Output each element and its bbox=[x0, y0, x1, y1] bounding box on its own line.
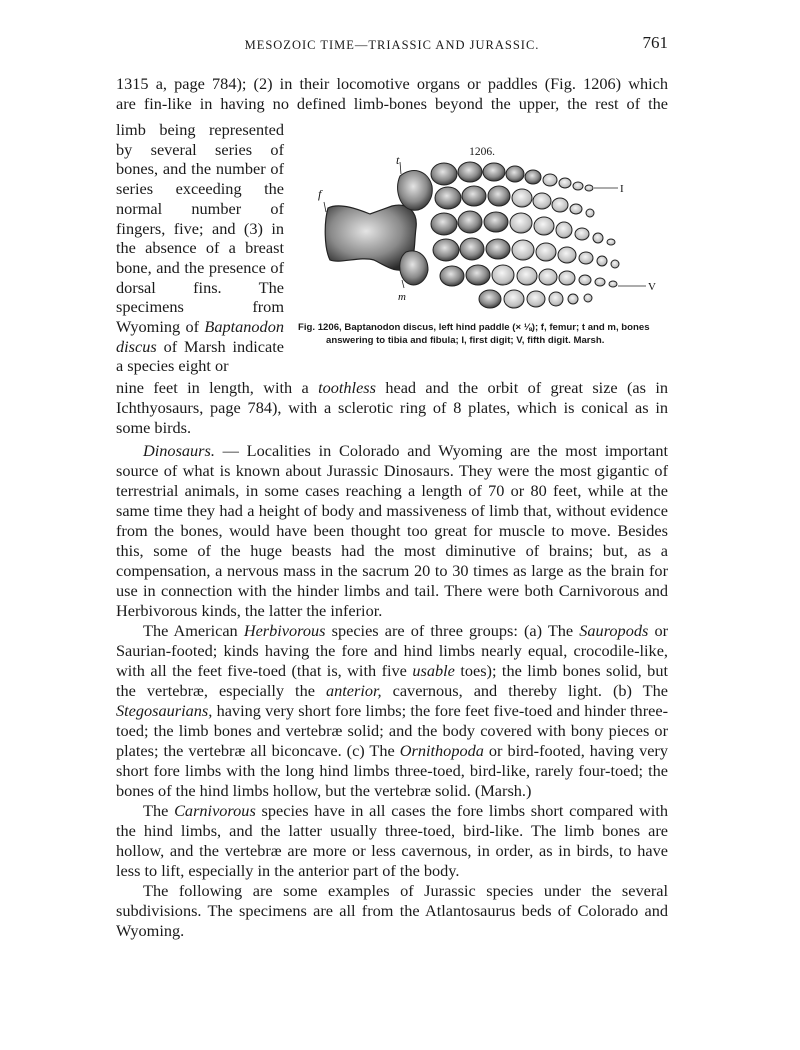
figure-number: 1206. bbox=[469, 146, 495, 158]
herbivorous-text-1: The American bbox=[143, 621, 238, 640]
fibula-label: m bbox=[398, 291, 406, 303]
stegosaurians-term: Stegosaurians, bbox=[116, 701, 213, 720]
femur-label: f bbox=[318, 187, 322, 201]
intro-wrap-column bbox=[116, 120, 284, 376]
dinosaurs-heading: Dinosaurs. bbox=[143, 441, 215, 460]
paddle-illustration bbox=[300, 156, 672, 316]
closing-paragraph bbox=[116, 881, 668, 941]
herbivorous-term: Herbivorous bbox=[243, 621, 326, 640]
dinosaurs-paragraph bbox=[116, 441, 668, 621]
carnivorous-text-1: The bbox=[143, 801, 169, 820]
intro-top-lines bbox=[116, 74, 668, 114]
herbivorous-text-4: toes); the limb bones solid, but the vertebræ, especially the bbox=[116, 661, 668, 700]
dinosaurs-text: — Localities in Colorado and Wyoming are the most important source of what is known about Jurassic Dinosaurs. They were the most gigantic of terrestrial animals, in some cases reaching a length of 70 or 80 feet, while at the same time they had a height of body and massiveness of limb that, without evidence from the bones, would have been thought too great for muscle to move. Besides this, some of the huge beasts had the most diminutive of brains; but, as a compensation, a nervous mass in the sacrum 20 to 30 times as large as the brain for use in connection with the hinder limbs and tail. There were both Carnivorous and Herbivorous kinds, the latter the inferior. bbox=[116, 441, 669, 620]
intro-continuation-a: nine feet in length, with a bbox=[116, 378, 309, 397]
fibula-bone bbox=[400, 251, 428, 285]
carnivorous-paragraph bbox=[116, 801, 668, 881]
intro-line-2: are fin-like in having no defined limb-bones beyond the upper, the rest of the bbox=[116, 94, 668, 113]
tibia-label: t bbox=[396, 156, 400, 167]
species-name: Baptanodon discus bbox=[116, 317, 284, 356]
intro-wrap-end: of Marsh indicate a species eight or bbox=[116, 336, 284, 376]
intro-continuation bbox=[116, 378, 668, 438]
fifth-digit-label: V bbox=[648, 281, 656, 293]
intro-line-1: 1315 a, page 784); (2) in their locomotive organs or paddles (Fig. 1206) which bbox=[116, 74, 668, 93]
carnivorous-text-2: species have in all cases the fore limbs short compared with the hind limbs, and the latter usually three-toed, bird-like. The limb bones are hollow, and the vertebræ are more or less cavernous, in order, as in birds, to have less to lift, especially in the anterior part of the body. bbox=[116, 801, 668, 880]
sauropods-term: Sauropods bbox=[579, 621, 649, 640]
herbivorous-text-2: species are of three groups: (a) The bbox=[331, 621, 574, 640]
intro-continuation-b: head and the orbit of great size (as in Ichthyosaurs, page 784), with a sclerotic ring of 8 plates, which is conical as in some birds. bbox=[116, 378, 668, 437]
usable-term: usable bbox=[412, 661, 455, 680]
ornithopoda-term: Ornithopoda bbox=[399, 741, 484, 760]
figure-caption-text: Fig. 1206, Baptanodon discus, left hind paddle (× ⅛); f, femur; t and m, bones answering to tibia and fibula; I, first digit; V, fifth digit. Marsh. bbox=[298, 322, 650, 346]
anterior-term: anterior, bbox=[325, 681, 382, 700]
carnivorous-term: Carnivorous bbox=[174, 801, 256, 820]
intro-wrap-text: limb being represented by several series of bones, and the number of series exceeding the normal number of fingers, five; and (3) in the absence of a breast bone, and the presence of dorsal fins. The specimens from Wyoming of bbox=[116, 120, 284, 337]
dinosaurs-section bbox=[116, 441, 668, 941]
herbivorous-text-6: having very short fore limbs; the fore feet five-toed and hinder three-toed; the limb bones and vertebræ solid; and the body covered with bony pieces or plates; the vertebræ all biconcave. (c) The bbox=[116, 701, 668, 760]
first-digit-label: I bbox=[620, 183, 624, 195]
tibia-bone bbox=[398, 171, 433, 211]
herbivorous-text-3: or Saurian-footed; kinds having the fore and hind limbs nearly equal, crocodile-like, with all the feet five-toed (that is, with five bbox=[116, 621, 668, 680]
figure-caption bbox=[298, 322, 670, 347]
herbivorous-text-7: or bird-footed, having very short fore limbs with the long hind limbs three-toed, bird-like, rarely four-toed; the bones of the hind limbs hollow, but the vertebræ solid. (Marsh.) bbox=[116, 741, 668, 800]
running-head: MESOZOIC TIME—TRIASSIC AND JURASSIC. bbox=[244, 38, 540, 52]
herbivorous-paragraph bbox=[116, 621, 668, 801]
page-number: 761 bbox=[642, 33, 668, 52]
closing-text: The following are some examples of Jurassic species under the several subdivisions. The specimens are all from the Atlantosaurus beds of Colorado and Wyoming. bbox=[116, 881, 668, 940]
herbivorous-text-5: cavernous, and thereby light. (b) The bbox=[392, 681, 668, 700]
toothless-term: toothless bbox=[318, 378, 376, 397]
